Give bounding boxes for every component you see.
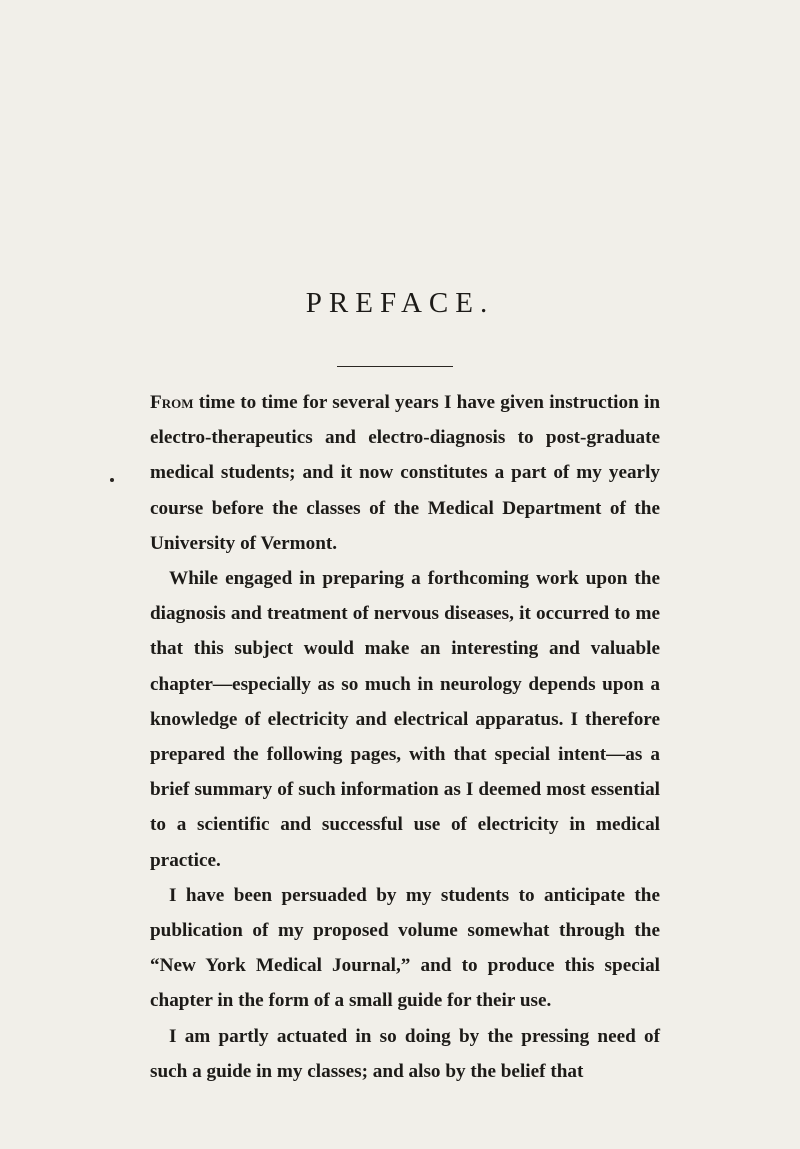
- preface-heading: PREFACE.: [305, 287, 495, 319]
- paragraph-2: While engaged in preparing a forthcoming work upon the diagnosis and treatment of nervous diseases, it occurred to me that this subject would make an interesting and valuable chapter—especially as so much in neurology depends upon a knowledge of electricity and electrical apparatus. I therefore prepared the following pages, with that special intent—as a brief summary of such information as I deemed most essential to a scientific and successful use of electricity in medical practice.: [150, 568, 660, 871]
- paragraph-1-text: time to time for several years I have given instruction in electro-therapeutics and electro-diagnosis to post-graduate medical students; and it now constitutes a part of my yearly course before the classes of the Medical Department of the University of Vermont.: [150, 392, 660, 554]
- paragraph-4: I am partly actuated in so doing by the pressing need of such a guide in my classes; and also by the belief that: [150, 1025, 660, 1082]
- heading-rule: [337, 366, 453, 367]
- margin-dot: [110, 478, 114, 482]
- paragraph-3: I have been persuaded by my students to anticipate the publication of my proposed volume somewhat through the “New York Medical Journal,” and to produce this special chapter in the form of a small guide for their use.: [150, 884, 660, 1012]
- preface-body: [150, 385, 660, 1089]
- paragraph-1-lead: From: [150, 392, 194, 413]
- paragraph-1: [150, 385, 660, 561]
